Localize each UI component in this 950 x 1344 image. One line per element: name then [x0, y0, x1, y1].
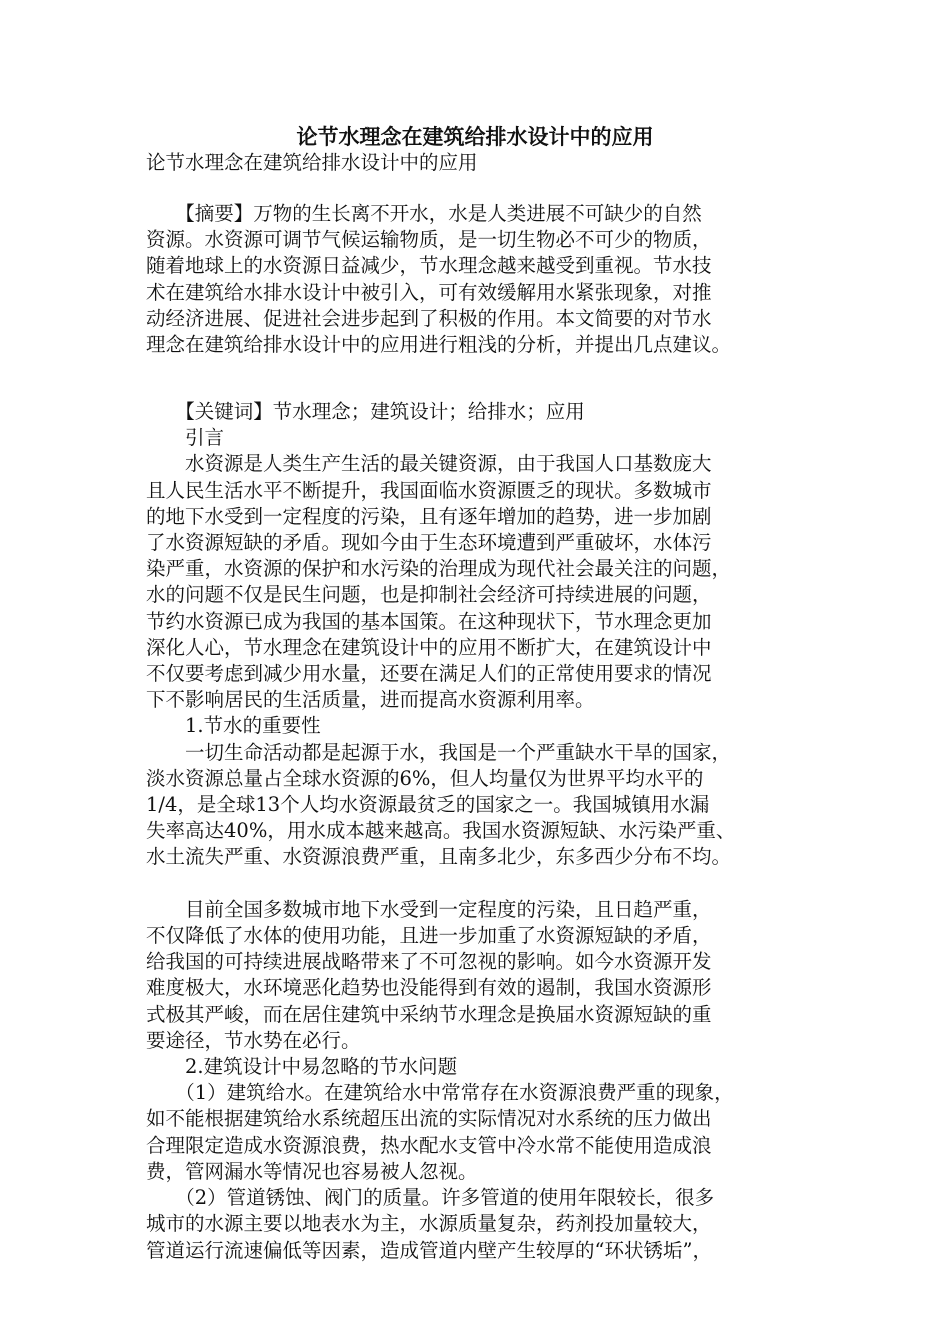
body-line: 了水资源短缺的矛盾。现如今由于生态环境遭到严重破坏，水体污 [146, 531, 712, 555]
body-line: 目前全国多数城市地下水受到一定程度的污染，且日趋严重， [146, 897, 712, 921]
body-line: 节约水资源已成为我国的基本国策。在这种现状下，节水理念更加 [146, 609, 712, 633]
body-line: （1）建筑给水。在建筑给水中常常存在水资源浪费严重的现象， [146, 1081, 734, 1105]
body-line: 2.建筑设计中易忽略的节水问题 [146, 1055, 458, 1079]
abstract-line: 资源。水资源可调节气候运输物质，是一切生物必不可少的物质， [146, 228, 712, 252]
body-line: 城市的水源主要以地表水为主，水源质量复杂，药剂投加量较大， [146, 1212, 712, 1236]
body-line: 的地下水受到一定程度的污染，且有逐年增加的趋势，进一步加剧 [146, 504, 712, 528]
body-line: 且人民生活水平不断提升，我国面临水资源匮乏的现状。多数城市 [146, 478, 712, 502]
body-line: 水的问题不仅是民生问题，也是抑制社会经济可持续进展的问题， [146, 583, 712, 607]
body-line: 一切生命活动都是起源于水，我国是一个严重缺水干旱的国家， [146, 740, 732, 764]
body-line: 式极其严峻，而在居住建筑中采纳节水理念是换届水资源短缺的重 [146, 1002, 712, 1026]
body-line: 要途径，节水势在必行。 [146, 1028, 361, 1052]
abstract-line: 动经济进展、促进社会进步起到了积极的作用。本文简要的对节水 [146, 306, 712, 330]
body-line: 水资源是人类生产生活的最关键资源，由于我国人口基数庞大 [146, 452, 712, 476]
body-line: 费，管网漏水等情况也容易被人忽视。 [146, 1159, 478, 1183]
body-line: 1/4，是全球13个人均水资源最贫乏的国家之一。我国城镇用水漏 [146, 793, 710, 817]
body-section [146, 399, 826, 1264]
body-line: 合理限定造成水资源浪费，热水配水支管中冷水常不能使用造成浪 [146, 1133, 712, 1157]
abstract-line: 术在建筑给水排水设计中被引入，可有效缓解用水紧张现象，对推 [146, 280, 712, 304]
body-line: 失率高达40%，用水成本越来越高。我国水资源短缺、水污染严重、 [146, 819, 736, 843]
abstract-section [146, 201, 826, 358]
body-line: 1.节水的重要性 [146, 714, 321, 738]
body-line: 引言 [146, 426, 225, 450]
body-line: 不仅要考虑到减少用水量，还要在满足人们的正常使用要求的情况 [146, 662, 712, 686]
body-line [146, 871, 826, 897]
body-line: 【关键词】节水理念；建筑设计；给排水；应用 [146, 400, 585, 423]
document-title: 论节水理念在建筑给排水设计中的应用 [296, 124, 654, 149]
body-line: （2）管道锈蚀、阀门的质量。许多管道的使用年限较长，很多 [146, 1186, 715, 1210]
body-line: 水土流失严重、水资源浪费严重，且南多北少，东多西少分布不均。 [146, 845, 732, 869]
abstract-line: 【摘要】万物的生长离不开水，水是人类进展不可缺少的自然 [146, 202, 702, 225]
body-line: 如不能根据建筑给水系统超压出流的实际情况对水系统的压力做出 [146, 1107, 712, 1131]
body-line: 下不影响居民的生活质量，进而提高水资源利用率。 [146, 688, 595, 712]
body-line: 管道运行流速偏低等因素，造成管道内壁产生较厚的“环状锈垢”， [146, 1238, 712, 1262]
body-line: 染严重，水资源的保护和水污染的治理成为现代社会最关注的问题， [146, 557, 732, 581]
body-line: 给我国的可持续进展战略带来了不可忽视的影响。如今水资源开发 [146, 950, 712, 974]
body-line: 不仅降低了水体的使用功能，且进一步加重了水资源短缺的矛盾， [146, 924, 712, 948]
abstract-line: 理念在建筑给排水设计中的应用进行粗浅的分析，并提出几点建议。 [146, 333, 732, 357]
body-line: 淡水资源总量占全球水资源的6%，但人均量仅为世界平均水平的 [146, 766, 704, 790]
abstract-line: 随着地球上的水资源日益减少，节水理念越来越受到重视。节水技 [146, 254, 712, 278]
document-subtitle: 论节水理念在建筑给排水设计中的应用 [146, 151, 478, 174]
body-line: 深化人心，节水理念在建筑设计中的应用不断扩大，在建筑设计中 [146, 635, 712, 659]
body-line: 难度极大，水环境恶化趋势也没能得到有效的遏制，我国水资源形 [146, 976, 712, 1000]
